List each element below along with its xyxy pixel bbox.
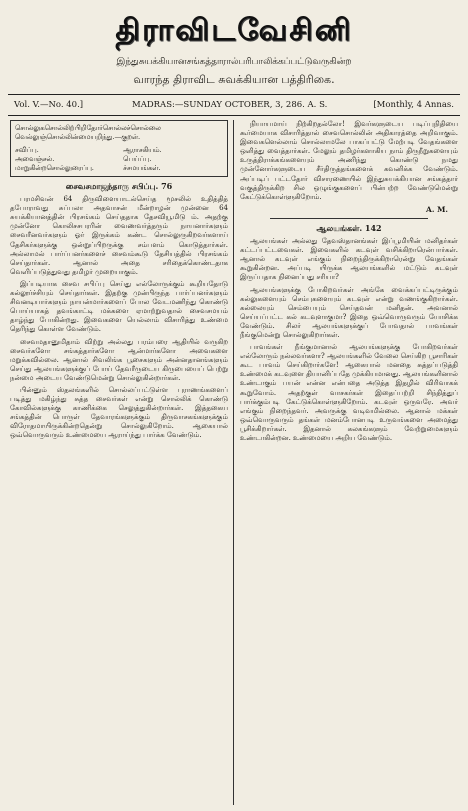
masthead	[0, 0, 468, 95]
motto-box	[10, 120, 228, 177]
issue-date: MADRAS:—SUNDAY OCTOBER, 3, 286. A. S.	[132, 100, 328, 110]
article-paragraph: இப்படியாக சைவ சபிப்பு செய்து எல்லோருக்கும் கூறியதோடு கல்லூர்ச்சியும் செய்தார்கள். இதற்கு முன்பிருந்த பார்ப்பனர்களும் சிவனடியார்களும் நாயன்மார்களைப் போல வேடமணிந்து கொண்டு பொய்யாகத் தவங்காட்டி மக்களை ஏமாற்றுவதால் சைவசமயம் தாழ்ந்து போகின்றது. இவைகளை யெல்லாம் விசாரித்து உண்மை தெரிந்து கொள்ள வேண்டும்.	[10, 279, 228, 334]
motto-item: அவைஞ்சல்.	[15, 155, 55, 163]
volume-number: Vol. V.—No. 40.]	[14, 100, 84, 110]
article-paragraph: ஆலயங்களுக்கு போகிறவர்கள் அங்கே வைக்கப்பட்டிருக்கும் கல்லுகளையும் செம்புகளையும் கடவுள் என்று வணங்குகிறார்கள். கல்லையும் செம்பையும் செய்தவன் மனிதன். அவனால் செய்யப்பட்ட கல் கடவுளாகுமா? இதை ஒவ்வொருவரும் யோசிக்க வேண்டும். சிலர் ஆலயங்களுக்குப் போவதால் பாவங்கள் நீங்குமென்று சொல்லுகிறார்கள்.	[240, 285, 458, 339]
motto-quote: சொல்லுகசொல்லிற்பிறிதோர்சொல்லச்சொல்லை வெல்லுஞ்சொல்லின்மையறிந்து.—குறள்.	[15, 124, 161, 141]
motto-item: சவிப்பு.	[15, 146, 39, 154]
article-paragraph: பின்னும் ஸ்தலங்களில் சொல்லப்பட்டுள்ள புராணங்களைப் படித்து மகிழ்ந்து சுத்த சைவர்கள் என்று சொல்லிக் கொண்டு கோவில்களுக்கு காணிக்கை செலுத்துகின்றார்கள். இத்தகைய சங்கத்தின் பொருள் தேவாரங்களுக்கும் திருவாசகங்களுக்கும் விரோதமாயிருக்கின்றதென்று சொல்லுகிறோம். ஆகையால் ஒவ்வொருவரும் உண்மையை ஆராய்ந்து பார்க்க வேண்டும்.	[10, 385, 228, 440]
article-paragraph: சைவமதானுமிதாம் விற்று அல்லது பரம்பரை ஆதியில் வருகிற சைவர்களோ சங்கத்தார்களோ ஆன்மார்களோ அவைகளை மறுக்கவில்லை. ஆனால் சிவலிங்க பூசைகளும் அன்னதானங்களும் செய்து ஆலயங்களுக்குப் போய் தேவரீருடைய கிருபையைப் பெற்று நன்மை அடைய வேண்டுமென்று சொல்லுகின்றார்கள்.	[10, 337, 228, 382]
motto-item: பெய்ப்பு.	[123, 155, 152, 163]
price: [Monthly, 4 Annas.	[373, 100, 454, 110]
motto-item: ச்சமயங்கள்.	[123, 164, 161, 172]
dateline-rule	[8, 115, 460, 116]
newspaper-title: திராவிடவேசினி	[115, 13, 353, 48]
newspaper-subtitle: இந்துசுயக்கியானசங்கத்தாரால்பரிபாலிக்கப்பட்டுவருகின்ற	[116, 57, 352, 67]
article-separator	[270, 218, 428, 219]
dateline	[14, 100, 454, 114]
article-heading: ஆலயங்கள். 142	[316, 222, 382, 233]
top-rule	[8, 94, 460, 95]
column-divider	[233, 120, 234, 805]
article-paragraph: பாவங்கள் நீங்குமானால் ஆலயங்களுக்கு போகிறவர்கள் எல்லோரும் நல்லவர்களா? ஆலயங்களில் வேலை செய்கிற பூசாரிகள் கூட பாவம் செய்கிறார்களே! ஆகையால் மனதை சுத்தப்படுத்தி உண்மைக் கடவுளை தியானிப்பதே முக்கியமானது. ஆலயங்களினால் உண்டாகும் பயன் என்ன என்பதை அடுத்த இதழில் விரிவாகக் கூறுவோம். அதற்குள் வாசகர்கள் இதைப்பற்றி சிந்தித்துப் பார்க்கும்படி கேட்டுக்கொள்ளுகிறோம். கடவுள் ஒருவரே. அவர் எங்கும் நிறைந்தவர். அவருக்கு வடிவமில்லை. ஆனால் மக்கள் ஒவ்வொருவரும் தங்கள் மனம்போனபடி உருவங்களை அமைத்து பூசிக்கிறார்கள். இதனால் கலகங்களும் வேற்றுமைகளும் உண்டாகின்றன. உண்மையை அறிய வேண்டும்.	[240, 343, 458, 442]
article-paragraph: ஆலயங்கள் அல்லது தேவஸ்தானங்கள் இப்பூமியின் மனிதர்கள் கட்டப்பட்டவைகள். இவைகளில் கடவுள் வசிக்கிறாரென்பார்கள். ஆனால் கடவுள் எங்கும் நிறைந்திருக்கிறாரென்று வேதங்கள் கூறுகின்றன. அப்படி யிருக்க ஆலயங்களில் மட்டும் கடவுள் இருப்பதாக நினைப்பது சரியா?	[240, 237, 458, 282]
right-column	[240, 120, 458, 805]
article-paragraph: நியாயமாய் நிற்கிறதல்லோ! இவர்களுடைய படிப்புநிதியை கூர்மையாக விசாரித்தால் சைவசொல்லின் அதிகாரத்தை அறிவாகும். இவைகளெல்லாம் சொல்லாமலே பாகப்பட்டு மேற்படி வேதங்களை ஒளித்து வைத்தார்கள். மேலும் தமிழர்களாகிய நாம் திருநீறுகளையும் உருத்திராக்கங்களையும் அணிந்து கொண்டு நமது முன்னோர்களுடைய சீர்திருத்தங்களைக் கவனிக்க வேண்டும். அப்படிப் பட்டதோர் விசாரணையில் இந்துசுயக்கியான சங்கத்தார் வகுத்திருக்கிற சில ஒழுங்குகளைப் பின்பற்ற வேண்டுமென்று கேட்டுக்கொள்ளுகிறோம்.	[240, 120, 458, 201]
left-column	[10, 120, 228, 805]
article-paragraph: பரமசிவன் 64 திருவிளையாடல்செய்த மூசலில் உதித்தித் தபோராவது சுப்பலா அதவாசன் மீன்றாழன் முன்னை 64 சுயக்கியானத்தின் பிரசங்கம் செய்ததாக தேசவியூமிடு ம். அதற்கு முன்னோ கொலிசசபரரின் வைணவர்த்தரும் நாயனார்களும் சைவரீனவர்களும் ஓர் இருக்கம் கண்ட சொல்லுருகிறவர்களாய் தேசிகர்களுக்கு ஒன்றுப்பிறருக்கு சம்பளம் கொடுத்தார்கள். அல்லாமல் பார்ப்பனர்களைச் சைவம்கூடு தேசியத்தில் பிரசங்கம் செய்தார்கள். ஆனால் அதை சரிதைக்கொண்டதாக வெளிப்படுத்துவது தமிழர் முறையாகும்.	[10, 195, 228, 276]
motto-item: மாறுகின்றசொல்லுரைப்பு.	[15, 164, 94, 172]
author-signature: A. M.	[426, 204, 448, 214]
motto-item: ஆராசகியம்.	[123, 146, 162, 154]
article-heading: சைவசமாஜந்தாரு சபிப்பு. 76	[65, 181, 173, 191]
motto-items	[15, 146, 223, 173]
newspaper-tagline: வாரந்த திராவிட சுவக்கியான பத்திரிகை.	[133, 73, 335, 86]
